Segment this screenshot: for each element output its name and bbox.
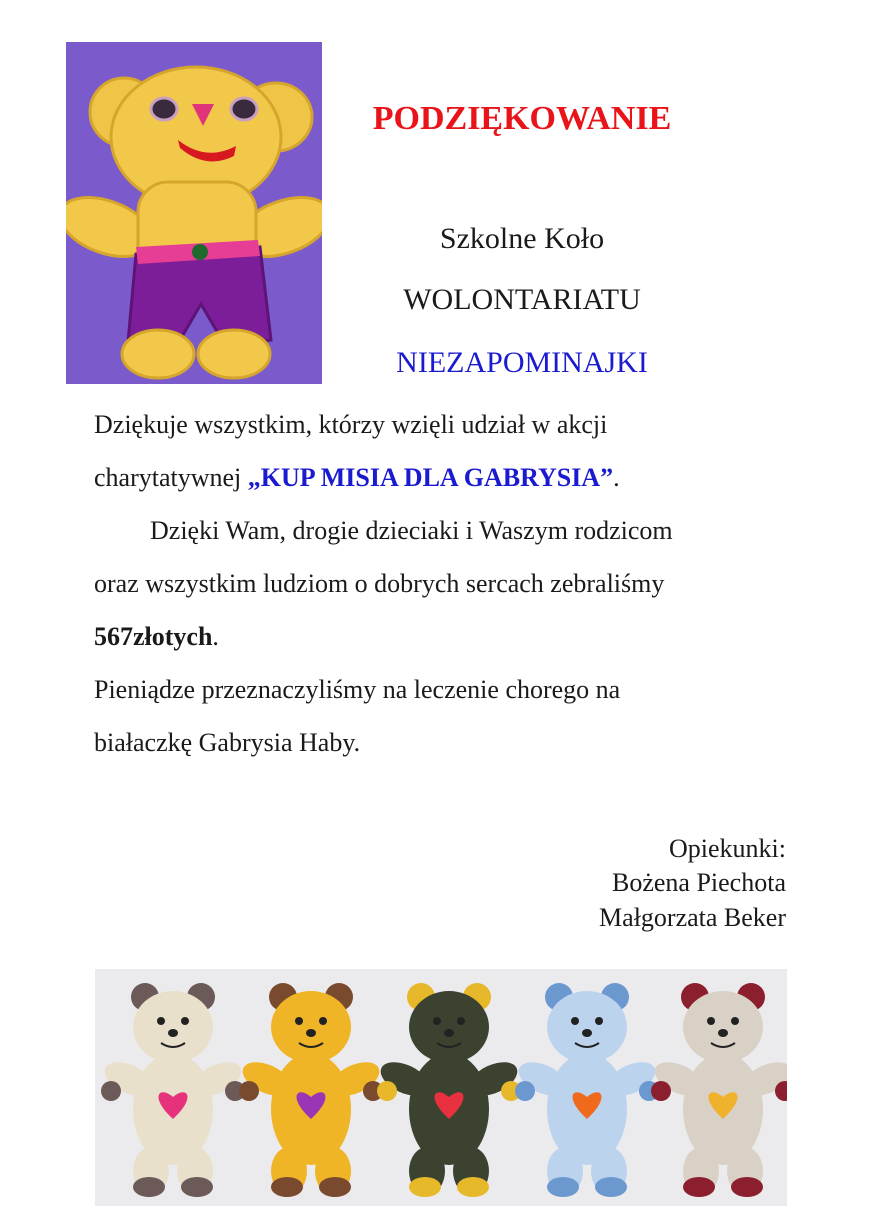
campaign-name: „KUP MISIA DLA GABRYSIA” (247, 463, 614, 492)
amount-value: 567złotych (94, 622, 213, 651)
paragraph-1-line-2 (94, 463, 620, 493)
amount-suffix: . (212, 622, 219, 651)
paragraph-2-line-2: oraz wszystkim ludziom o dobrych sercach zebraliśmy (94, 569, 665, 598)
five-teddy-bears-illustration (95, 969, 787, 1206)
paragraph-1-line-1: Dziękuje wszystkim, którzy wzięli udział w akcji (94, 410, 608, 439)
amount-line (94, 622, 219, 652)
page-title: PODZIĘKOWANIE (372, 100, 672, 137)
organization-line-1: Szkolne Koło (439, 222, 605, 255)
signature-name-2: Małgorzata Beker (599, 903, 786, 932)
paragraph-1-prefix: charytatywnej (94, 463, 248, 492)
paragraph-2-line-1: Dzięki Wam, drogie dzieciaki i Waszym rodzicom (150, 516, 673, 545)
paragraph-3-line-1: Pieniądze przeznaczyliśmy na leczenie chorego na (94, 675, 621, 704)
signature-name-1: Bożena Piechota (612, 868, 786, 897)
teddy-bear-photo (66, 42, 322, 384)
yellow-teddy-bear-illustration (66, 42, 322, 384)
paragraph-3-line-2: białaczkę Gabrysia Haby. (94, 728, 361, 757)
teddy-bears-row-photo (95, 969, 787, 1206)
organization-name: NIEZAPOMINAJKI (396, 346, 648, 379)
signature-title: Opiekunki: (669, 834, 786, 863)
paragraph-1-suffix: . (613, 463, 620, 492)
organization-line-2: WOLONTARIATU (403, 283, 641, 316)
